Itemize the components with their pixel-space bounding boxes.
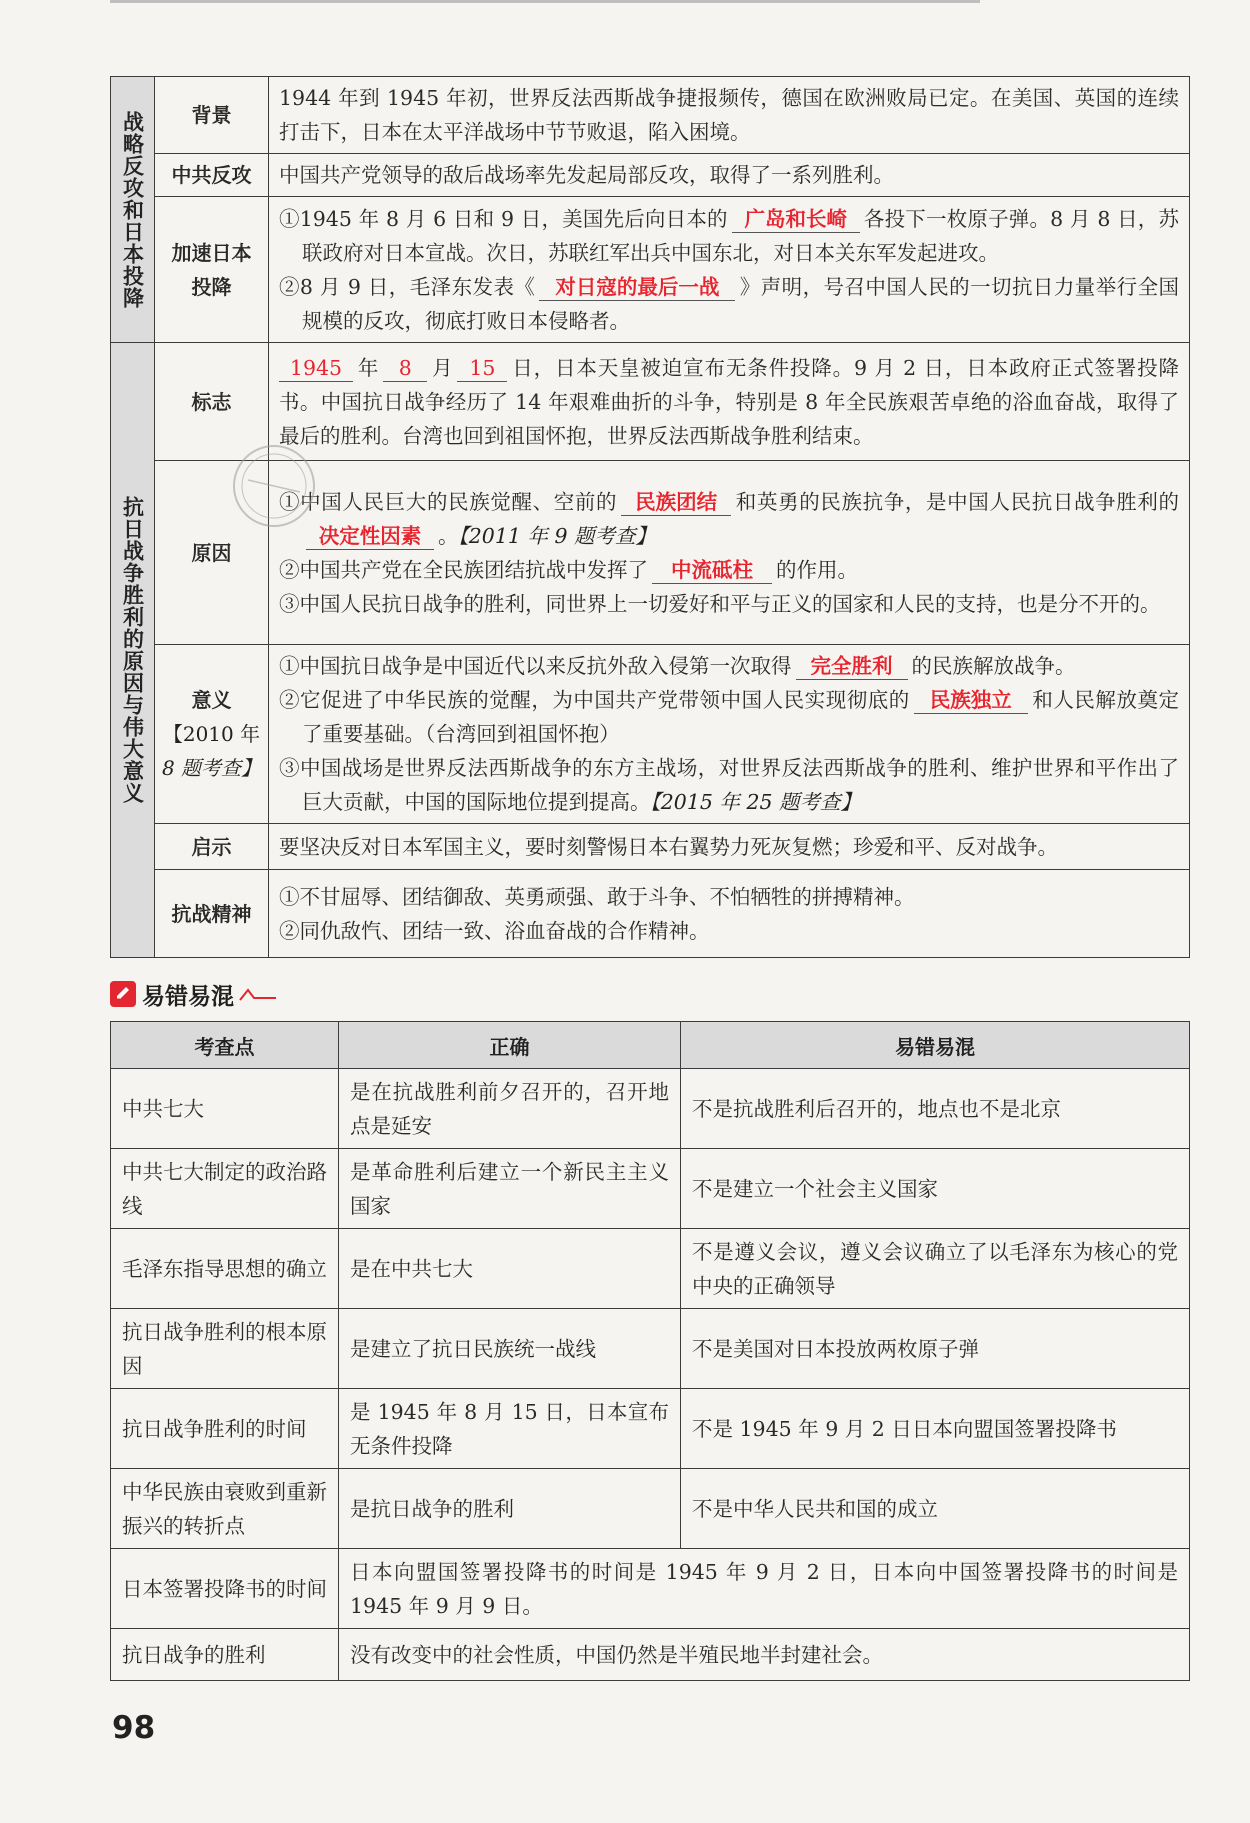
significance-2: ②它促进了中华民族的觉醒，为中国共产党带领中国人民实现彻底的 民族独立 和人民解放奠定了重要基础。（台湾回到祖国怀抱） xyxy=(279,688,1180,746)
content-reasons xyxy=(269,461,1190,645)
table-row xyxy=(111,1309,1190,1389)
section-victory-reasons: 抗日战争胜利的原因与伟大意义 xyxy=(111,343,155,958)
cell-point: 中华民族由衰败到重新振兴的转折点 xyxy=(111,1469,339,1549)
spirit-1: ①不甘屈辱、团结御敌、英勇顽强、敢于斗争、不怕牺牲的拼搏精神。 xyxy=(279,884,915,909)
table-row xyxy=(111,1629,1190,1681)
section-strategic-counterattack: 战略反攻和日本投降 xyxy=(111,77,155,343)
confusion-table xyxy=(110,1021,1190,1681)
label-surrender xyxy=(155,197,269,343)
label-exam-2010-a: 【2010 年 xyxy=(162,722,261,746)
answer-day: 15 xyxy=(457,355,507,382)
content-symbol: 1945 年 8 月 15 日，日本天皇被迫宣布无条件投降。9 月 2 日，日本政府正式签署投降书。中国抗日战争经历了 14 年艰难曲折的斗争，特别是 8 年全民族艰苦卓绝的浴血奋战，取得了最后的胜利。台湾也回到祖国怀抱，世界反法西斯战争胜利结束。 xyxy=(269,343,1190,461)
significance-3: ③中国战场是世界反法西斯战争的东方主战场，对世界反法西斯战争的胜利、维护世界和平作出了巨大贡献，中国的国际地位提到提高。【2015 年 25 题考查】 xyxy=(279,756,1179,814)
content-lesson: 要坚决反对日本军国主义，要时刻警惕日本右翼势力死灰复燃；珍爱和平、反对战争。 xyxy=(269,824,1190,870)
label-spirit: 抗战精神 xyxy=(155,870,269,958)
cell-correct: 是革命胜利后建立一个新民主主义国家 xyxy=(339,1149,681,1229)
answer-national-unity: 民族团结 xyxy=(621,489,731,516)
row-ccp-counter xyxy=(111,154,1190,197)
cell-point: 抗日战争胜利的时间 xyxy=(111,1389,339,1469)
cell-correct: 是在中共七大 xyxy=(339,1229,681,1309)
answer-year: 1945 xyxy=(279,355,353,382)
cell-correct: 是建立了抗日民族统一战线 xyxy=(339,1309,681,1389)
table-row xyxy=(111,1229,1190,1309)
answer-national-independence: 民族独立 xyxy=(914,687,1028,714)
label-lesson: 启示 xyxy=(155,824,269,870)
confusion-title: 易错易混 xyxy=(142,983,234,1010)
reason-3: ③中国人民抗日战争的胜利，同世界上一切爱好和平与正义的国家和人民的支持，也是分不开的。 xyxy=(279,591,1161,616)
row-surrender xyxy=(111,197,1190,343)
answer-month: 8 xyxy=(383,355,427,382)
table-row xyxy=(111,1549,1190,1629)
content-background: 1944 年到 1945 年初，世界反法西斯战争捷报频传，德国在欧洲败局已定。在美国、英国的连续打击下，日本在太平洋战场中节节败退，陷入困境。 xyxy=(269,77,1190,154)
answer-last-battle: 对日寇的最后一战 xyxy=(539,274,735,301)
cell-correct: 是 1945 年 8 月 15 日，日本宣布无条件投降 xyxy=(339,1389,681,1469)
swoosh-decoration-icon xyxy=(238,984,278,1004)
reason-2: ②中国共产党在全民族团结抗战中发挥了 中流砥柱 的作用。 xyxy=(279,557,858,582)
answer-complete-victory: 完全胜利 xyxy=(796,653,908,680)
header-point: 考查点 xyxy=(111,1022,339,1069)
spirit-2: ②同仇敌忾、团结一致、浴血奋战的合作精神。 xyxy=(279,918,710,943)
label-surrender-text: 加速日本投降 xyxy=(171,240,252,299)
confusion-heading xyxy=(110,978,278,1010)
surrender-item-2: ②8 月 9 日，毛泽东发表《 对日寇的最后一战 》声明，号召中国人民的一切抗日力量举行全国规模的反攻，彻底打败日本侵略者。 xyxy=(279,274,1180,333)
cell-point: 抗日战争胜利的根本原因 xyxy=(111,1309,339,1389)
confusion-header-row xyxy=(111,1022,1190,1069)
row-background xyxy=(111,77,1190,154)
page-number: 98 xyxy=(112,1710,156,1746)
pencil-icon xyxy=(110,981,136,1007)
label-ccp-counter: 中共反攻 xyxy=(155,154,269,197)
cell-wrong: 不是美国对日本投放两枚原子弹 xyxy=(681,1309,1190,1389)
label-symbol: 标志 xyxy=(155,343,269,461)
row-significance xyxy=(111,645,1190,824)
cell-point: 毛泽东指导思想的确立 xyxy=(111,1229,339,1309)
cell-wrong: 不是 1945 年 9 月 2 日日本向盟国签署投降书 xyxy=(681,1389,1190,1469)
cell-point: 日本签署投降书的时间 xyxy=(111,1549,339,1629)
significance-1: ①中国抗日战争是中国近代以来反抗外敌入侵第一次取得 完全胜利 的民族解放战争。 xyxy=(279,654,1076,678)
cell-wrong: 不是抗战胜利后召开的，地点也不是北京 xyxy=(681,1069,1190,1149)
header-correct: 正确 xyxy=(339,1022,681,1069)
answer-hiroshima-nagasaki: 广岛和长崎 xyxy=(732,206,860,233)
label-significance: 意义 【2010 年 8 题考查】 xyxy=(155,645,269,824)
cell-correct: 是在抗战胜利前夕召开的，召开地点是延安 xyxy=(339,1069,681,1149)
stamp-icon xyxy=(228,440,320,532)
top-rule xyxy=(110,0,980,3)
row-spirit xyxy=(111,870,1190,958)
surrender-item-1: ①1945 年 8 月 6 日和 9 日，美国先后向日本的 广岛和长崎 各投下一枚原子弹。8 月 8 日，苏联政府对日本宣战。次日，苏联红军出兵中国东北，对日本关东军发起进攻。 xyxy=(279,206,1179,265)
cell-merged: 没有改变中的社会性质，中国仍然是半殖民地半封建社会。 xyxy=(339,1629,1190,1681)
answer-decisive-factor: 决定性因素 xyxy=(306,523,434,550)
label-background: 背景 xyxy=(155,77,269,154)
cell-correct: 是抗日战争的胜利 xyxy=(339,1469,681,1549)
reason-1: ①中国人民巨大的民族觉醒、空前的 民族团结 和英勇的民族抗争，是中国人民抗日战争胜利的决定性因素 。【2011 年 9 题考查】 xyxy=(279,489,1180,548)
cell-wrong: 不是中华人民共和国的成立 xyxy=(681,1469,1190,1549)
table-row xyxy=(111,1149,1190,1229)
label-exam-2010-b: 8 题考查】 xyxy=(161,756,262,780)
cell-wrong: 不是遵义会议，遵义会议确立了以毛泽东为核心的党中央的正确领导 xyxy=(681,1229,1190,1309)
content-spirit xyxy=(269,870,1190,958)
cell-merged: 日本向盟国签署投降书的时间是 1945 年 9 月 2 日，日本向中国签署投降书的时间是 1945 年 9 月 9 日。 xyxy=(339,1549,1190,1629)
cell-wrong: 不是建立一个社会主义国家 xyxy=(681,1149,1190,1229)
row-lesson xyxy=(111,824,1190,870)
label-reasons: 原因 xyxy=(155,461,269,645)
cell-point: 中共七大 xyxy=(111,1069,339,1149)
cell-point: 中共七大制定的政治路线 xyxy=(111,1149,339,1229)
content-significance xyxy=(269,645,1190,824)
content-surrender xyxy=(269,197,1190,343)
answer-mainstay: 中流砥柱 xyxy=(652,557,772,584)
header-wrong: 易错易混 xyxy=(681,1022,1190,1069)
content-ccp-counter: 中国共产党领导的敌后战场率先发起局部反攻，取得了一系列胜利。 xyxy=(269,154,1190,197)
table-row xyxy=(111,1469,1190,1549)
exam-note-2011: 【2011 年 9 题考查】 xyxy=(458,523,657,548)
table-row xyxy=(111,1069,1190,1149)
exam-note-2015: 【2015 年 25 题考查】 xyxy=(650,790,862,814)
table-row xyxy=(111,1389,1190,1469)
cell-point: 抗日战争的胜利 xyxy=(111,1629,339,1681)
